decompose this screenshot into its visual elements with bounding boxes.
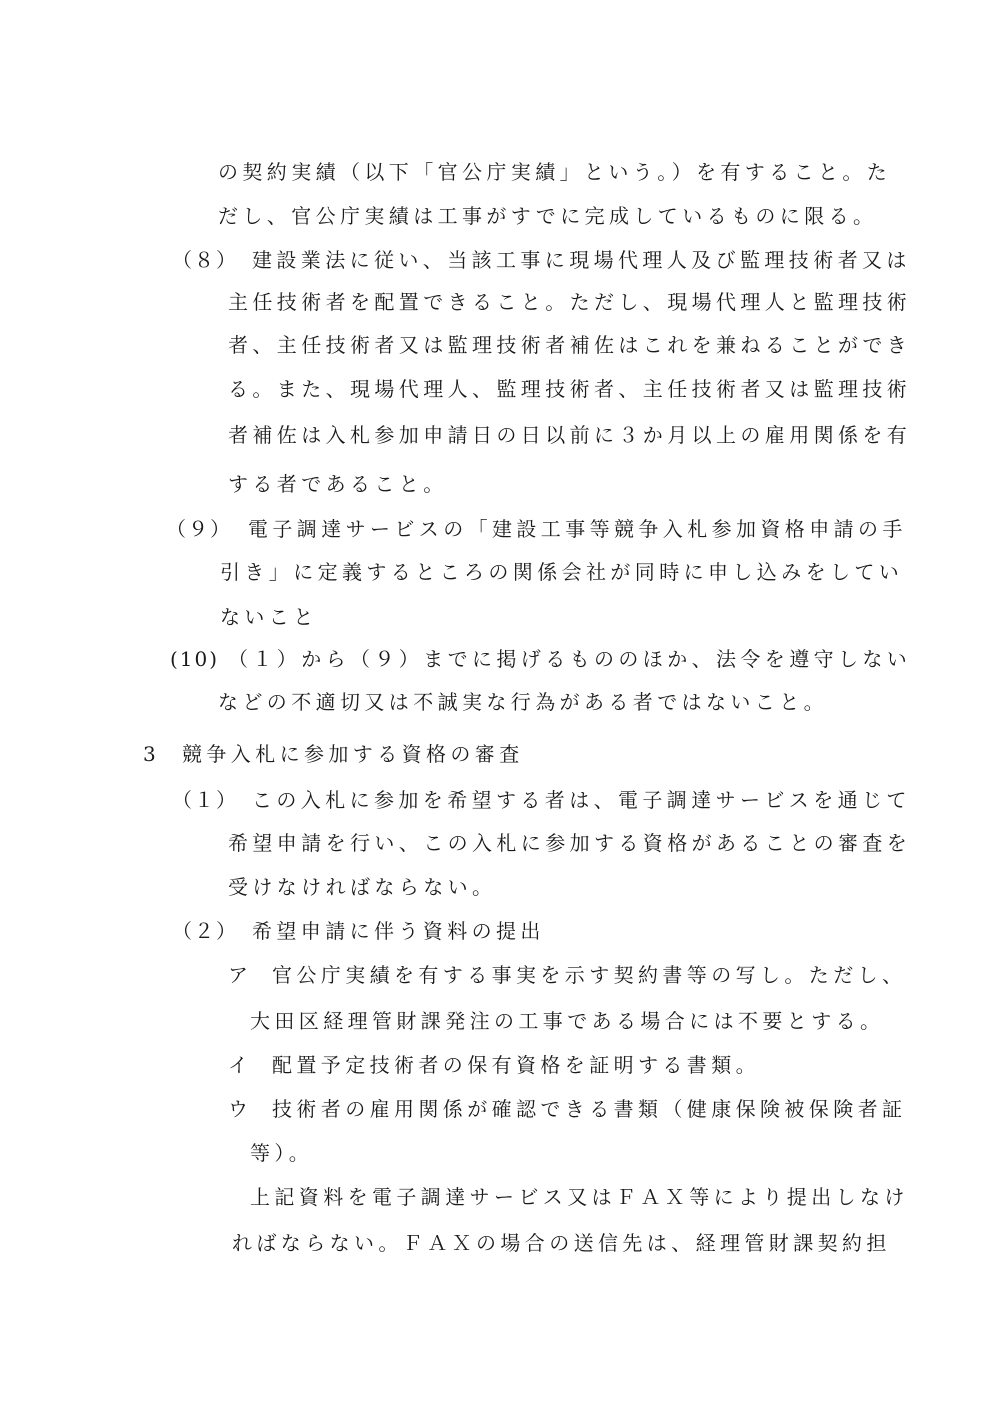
text-line: この入札に参加を希望する者は、電子調達サービスを通じて [252,788,911,812]
item-number-9: （９） [166,517,232,541]
text-line: 建設業法に従い、当該工事に現場代理人及び監理技術者又は [252,248,911,272]
text-line: 受けなければならない。 [228,875,497,899]
text-line: 技術者の雇用関係が確認できる書類（健康保険被保険者証 [272,1097,907,1121]
subsection-heading: 希望申請に伴う資料の提出 [252,919,545,943]
text-line: 官公庁実績を有する事実を示す契約書等の写し。ただし、 [272,963,907,987]
sub-item-label-u: ウ [228,1097,250,1121]
item-number-3-2: （２） [172,919,238,943]
text-line: 主任技術者を配置できること。ただし、現場代理人と監理技術 [228,290,912,314]
sub-item-label-i: イ [228,1053,250,1077]
text-line: などの不適切又は不誠実な行為がある者ではないこと。 [218,690,828,714]
section-heading: 競争入札に参加する資格の審査 [182,742,524,766]
text-line: 配置予定技術者の保有資格を証明する書類。 [272,1053,760,1077]
text-line: ればならない。ＦＡＸの場合の送信先は、経理管財課契約担 [232,1231,891,1255]
item-number-8: （８） [172,248,238,272]
text-line: 者補佐は入札参加申請日の日以前に３か月以上の雇用関係を有 [228,423,912,447]
text-line: 者、主任技術者又は監理技術者補佐はこれを兼ねることができ [228,333,912,357]
text-line: 希望申請を行い、この入札に参加する資格があることの審査を [228,831,912,855]
item-number-3-1: （１） [172,788,238,812]
text-line: 上記資料を電子調達サービス又はＦＡＸ等により提出しなけ [250,1185,909,1209]
text-line: する者であること。 [228,472,448,496]
text-line: の契約実績（以下「官公庁実績」という。）を有すること。た [218,160,892,184]
text-line: 電子調達サービスの「建設工事等競争入札参加資格申請の手 [248,517,907,541]
text-line: ないこと [220,605,318,629]
text-line: 大田区経理管財課発注の工事である場合には不要とする。 [250,1009,885,1033]
section-number: 3 [143,742,158,766]
text-line: （１）から（９）までに掲げるもののほか、法令を遵守しない [228,647,912,671]
text-line: 引き」に定義するところの関係会社が同時に申し込みをしてい [220,560,904,584]
text-line: 等）。 [250,1141,314,1165]
text-line: だし、官公庁実績は工事がすでに完成しているものに限る。 [218,204,878,228]
sub-item-label-a: ア [228,963,250,987]
item-number-10: (10) [170,647,220,671]
text-line: る。また、現場代理人、監理技術者、主任技術者又は監理技術 [228,377,912,401]
